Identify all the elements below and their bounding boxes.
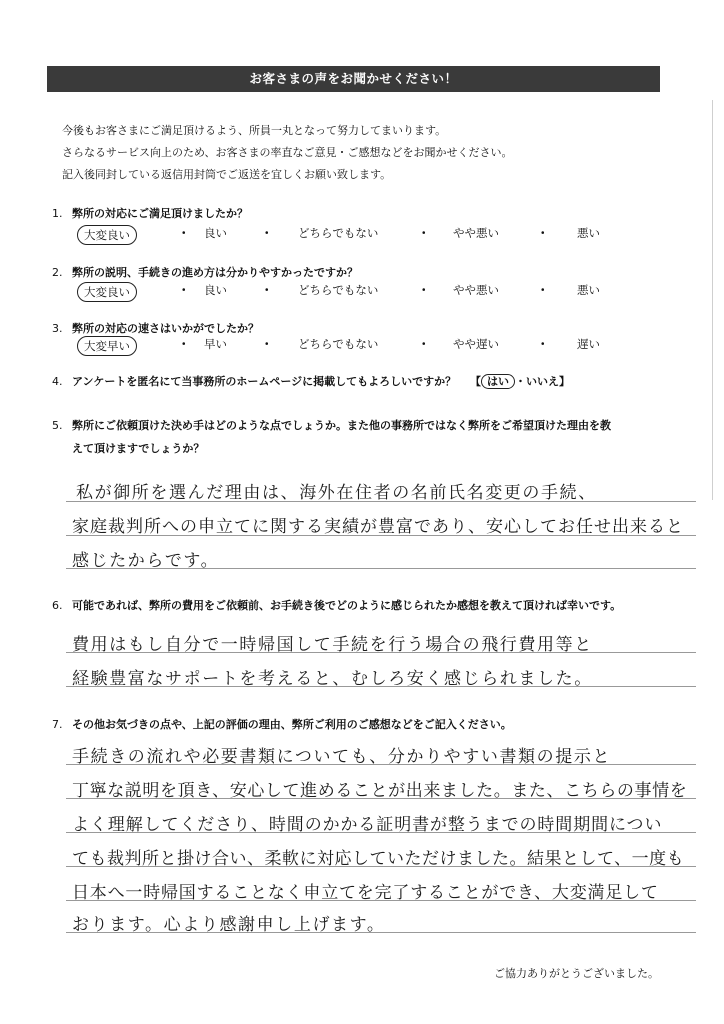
rating-option[interactable]: やや悪い	[453, 283, 499, 297]
question-text: 弊所の対応にご満足頂けましたか？	[72, 207, 248, 220]
handwritten-answer-line: 感じたからです。	[72, 551, 220, 571]
question-5	[52, 417, 611, 433]
answer-rule	[66, 501, 696, 502]
question-7	[52, 716, 512, 732]
separator-dot: ・	[178, 283, 190, 297]
answer-rule	[66, 568, 696, 569]
rating-option[interactable]: どちらでもない	[298, 283, 379, 297]
separator-dot: ・	[178, 337, 190, 351]
separator-dot: ・	[537, 337, 549, 351]
rating-option-selected[interactable]: 大変良い	[77, 225, 137, 245]
separator-dot: ・	[514, 375, 526, 388]
question-number: 3.	[52, 322, 63, 335]
question-text: 弊所の説明、手続きの進め方は分かりやすかったですか？	[72, 266, 358, 279]
separator-dot: ・	[261, 337, 273, 351]
rating-option-selected[interactable]: 大変良い	[77, 282, 137, 302]
separator-dot: ・	[418, 283, 430, 297]
rating-option[interactable]: 悪い	[577, 283, 600, 297]
question-3	[52, 320, 259, 336]
rating-scale-3	[80, 336, 620, 356]
question-number: 4.	[52, 375, 63, 388]
handwritten-answer-line: 経験豊富なサポートを考えると、むしろ安く感じられました。	[72, 669, 593, 689]
question-text: 弊所の対応の速さはいかがでしたか？	[72, 322, 259, 335]
intro-line: 記入後同封している返信用封筒でご返送を宜しくお願い致します。	[62, 168, 392, 181]
question-6	[52, 597, 621, 613]
intro-line: 今後もお客さまにご満足頂けるよう、所員一丸となって努力してまいります。	[62, 124, 447, 137]
handwritten-answer-line: おります。心より感謝申し上げます。	[72, 915, 386, 935]
rating-scale-2	[80, 282, 620, 302]
answer-rule	[66, 686, 696, 687]
separator-dot: ・	[178, 226, 190, 240]
question-text: 可能であれば、弊所の費用をご依頼前、お手続き後でどのように感じられたか感想を教えて頂ければ幸いです。	[72, 599, 622, 612]
question-4	[52, 373, 570, 389]
intro-text	[62, 120, 513, 186]
yes-no-choice: 【 はい ・いいえ】	[469, 375, 570, 388]
rating-option[interactable]: どちらでもない	[298, 226, 379, 240]
question-2	[52, 264, 358, 280]
answer-rule	[66, 798, 696, 799]
rating-option[interactable]: 良い	[204, 283, 227, 297]
answer-rule	[66, 866, 696, 867]
page-title: お客さまの声をお聞かせください！	[47, 66, 660, 92]
question-5-continued: えて頂けますでしょうか？	[72, 442, 205, 455]
separator-dot: ・	[261, 283, 273, 297]
separator-dot: ・	[537, 226, 549, 240]
handwritten-answer-line: 家庭裁判所への申立てに関する実績が豊富であり、安心してお任せ出来ると	[72, 517, 684, 537]
rating-option[interactable]: 早い	[204, 337, 227, 351]
question-text: アンケートを匿名にて当事務所のホームページに掲載してもよろしいですか？	[72, 375, 457, 388]
rating-option[interactable]: 悪い	[577, 226, 600, 240]
answer-rule	[66, 764, 696, 765]
answer-rule	[66, 652, 696, 653]
answer-rule	[66, 832, 696, 833]
separator-dot: ・	[537, 283, 549, 297]
question-number: 5.	[52, 419, 63, 432]
rating-option[interactable]: どちらでもない	[298, 337, 379, 351]
handwritten-answer-line: 手続きの流れや必要書類についても、分かりやすい書類の提示と	[72, 747, 612, 767]
rating-scale-1	[80, 225, 620, 245]
answer-rule	[66, 932, 696, 933]
rating-option[interactable]: 良い	[204, 226, 227, 240]
rating-option[interactable]: 遅い	[577, 337, 600, 351]
answer-rule	[66, 900, 696, 901]
separator-dot: ・	[418, 337, 430, 351]
scan-edge	[712, 100, 713, 500]
yes-option-selected[interactable]: はい	[481, 374, 515, 389]
handwritten-answer-line: ても裁判所と掛け合い、柔軟に対応していただけました。結果として、一度も	[72, 849, 685, 869]
handwritten-answer-line: よく理解してくださり、時間のかかる証明書が整うまでの時間期間につい	[72, 815, 663, 835]
separator-dot: ・	[261, 226, 273, 240]
rating-option-selected[interactable]: 大変早い	[77, 336, 137, 356]
question-1	[52, 205, 248, 221]
intro-line: さらなるサービス向上のため、お客さまの率直なご意見・ご感想などをお聞かせください。	[62, 146, 513, 159]
question-number: 6.	[52, 599, 63, 612]
rating-option[interactable]: やや悪い	[453, 226, 499, 240]
question-number: 7.	[52, 718, 63, 731]
question-number: 2.	[52, 266, 63, 279]
question-text: その他お気づきの点や、上記の評価の理由、弊所ご利用のご感想などをご記入ください。	[72, 718, 512, 731]
handwritten-answer-line: 丁寧な説明を頂き、安心して進めることが出来ました。また、こちらの事情を	[72, 781, 688, 801]
rating-option[interactable]: やや遅い	[453, 337, 499, 351]
closing-thanks: ご協力ありがとうございました。	[494, 967, 659, 980]
handwritten-answer-line: 私が御所を選んだ理由は、海外在住者の名前氏名変更の手続、	[76, 483, 597, 503]
answer-rule	[66, 535, 696, 536]
handwritten-answer-line: 日本へ一時帰国することなく申立てを完了することができ、大変満足して	[72, 883, 659, 903]
handwritten-answer-line: 費用はもし自分で一時帰国して手続を行う場合の飛行費用等と	[72, 635, 593, 655]
no-option[interactable]: いいえ	[525, 375, 559, 388]
question-number: 1.	[52, 207, 63, 220]
separator-dot: ・	[418, 226, 430, 240]
question-text: 弊所にご依頼頂けた決め手はどのような点でしょうか。また他の事務所ではなく弊所をご希望頂けた理由を教	[72, 419, 611, 432]
